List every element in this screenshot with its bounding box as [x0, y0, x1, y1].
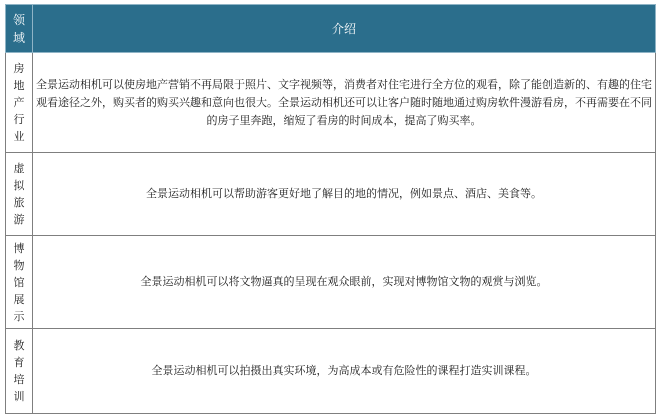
row-field-cell [6, 53, 33, 153]
row-intro-cell: 全景运动相机可以使房地产营销不再局限于照片、文字视频等，消费者对住宅进行全方位的观看，除了能创造新的、有趣的住宅观看途径之外，购买者的购买兴趣和意向也很大。全景运动相机还可以让客户随时随地通过购房软件漫游看房，不再需要在不同的房子里奔跑，缩短了看房的时间成本，提高了购买率。 [33, 53, 656, 153]
header-field-label: 领域 [13, 12, 26, 45]
table-row [6, 329, 656, 414]
header-intro: 介绍 [33, 5, 656, 53]
row-field-cell [6, 236, 33, 329]
row-intro-cell: 全景运动相机可以拍摄出真实环境，为高成本或有危险性的课程打造实训课程。 [33, 329, 656, 414]
header-row [6, 5, 656, 53]
header-field [6, 5, 33, 53]
row-field-cell [6, 329, 33, 414]
table-row [6, 236, 656, 329]
row-field-label: 博物馆展示 [13, 241, 25, 323]
row-field-label: 房地产行业 [13, 62, 25, 143]
row-field-cell [6, 153, 33, 236]
table-row [6, 53, 656, 153]
table-row [6, 153, 656, 236]
row-field-label: 教育培训 [13, 339, 25, 403]
row-intro-cell: 全景运动相机可以将文物逼真的呈现在观众眼前，实现对博物馆文物的观赏与浏览。 [33, 236, 656, 329]
row-intro-cell: 全景运动相机可以帮助游客更好地了解目的地的情况，例如景点、酒店、美食等。 [33, 153, 656, 236]
row-field-label: 虚拟旅游 [13, 162, 25, 226]
info-table [5, 4, 656, 414]
